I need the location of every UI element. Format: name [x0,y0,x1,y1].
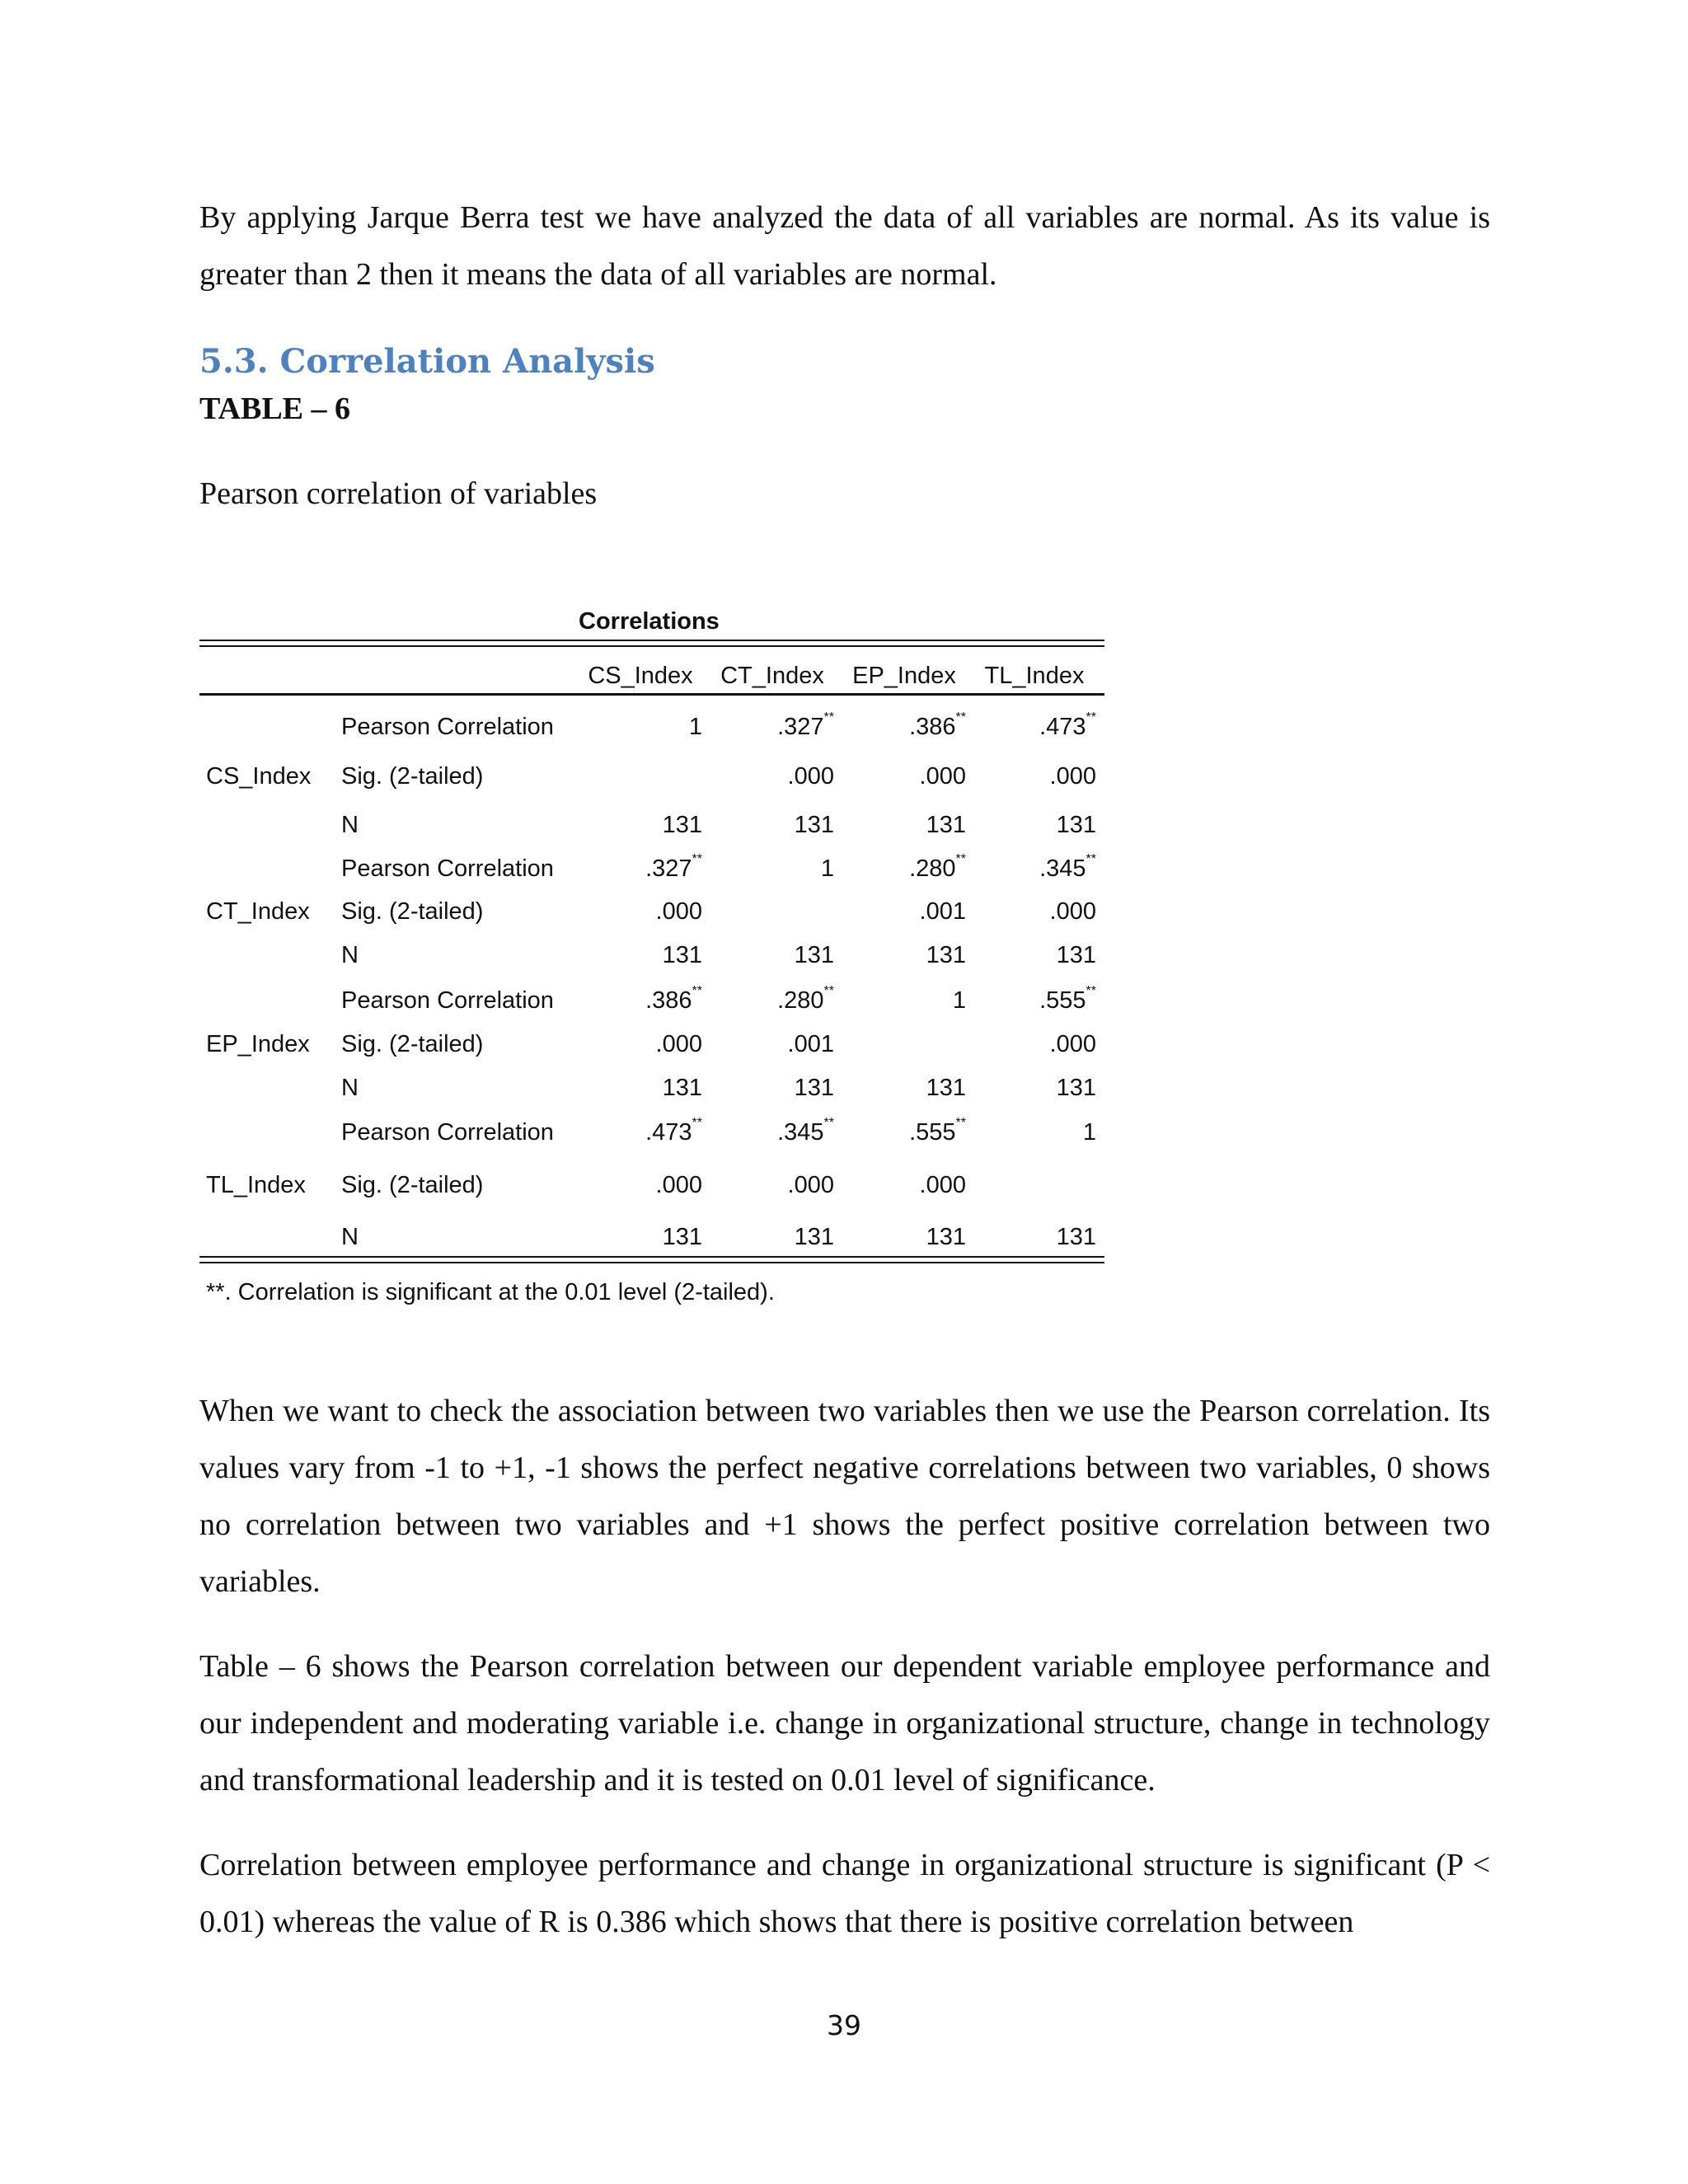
row-statistic-label: Sig. (2-tailed) [341,1031,484,1057]
table-header-rule [199,693,1104,696]
cell-value: .473 [645,1119,692,1146]
cell-value: .345 [777,1119,824,1146]
row-variable-name: TL_Index [206,1172,306,1198]
cell-value: .386 [645,987,692,1014]
table-footnote: **. Correlation is significant at the 0.01 level (2-tailed). [206,1279,775,1305]
cell-value: 131 [662,1224,702,1250]
table-cell [842,1171,966,1199]
table-cell [973,811,1096,839]
cell-value: 131 [794,1075,834,1101]
table-cell [973,762,1096,790]
table-cell [579,713,702,741]
significance-marker: ** [692,984,702,998]
significance-marker: ** [823,710,834,724]
cell-value: 131 [926,812,966,838]
significance-marker: ** [692,1116,702,1130]
table-cell [710,1223,834,1251]
column-header-cs-index: CS_Index [588,663,693,689]
table-cell [710,1118,834,1146]
table-cell [579,1171,702,1199]
section-heading: 5.3. Correlation Analysis [199,342,655,381]
row-variable-name: CT_Index [206,898,310,925]
table-bottom-rule [199,1256,1104,1258]
cell-value: .345 [1039,855,1086,882]
cell-value: .386 [909,714,956,740]
cell-value: .327 [777,714,824,740]
table-cell [973,941,1096,969]
cell-value: 1 [1082,1119,1096,1146]
cell-value: .000 [919,763,966,790]
cell-value: 1 [688,714,702,740]
page-number: 39 [827,2009,861,2041]
table-cell [710,941,834,969]
table-cell [973,710,1096,741]
table-cell [710,1171,834,1199]
table-cell [973,852,1096,883]
row-statistic-label: Sig. (2-tailed) [341,763,484,790]
table-top-rule-second [199,645,1104,647]
cell-value: 131 [794,812,834,838]
table-cell [973,984,1096,1015]
row-variable-name: EP_Index [206,1031,310,1057]
cell-value: .327 [645,855,692,882]
column-header-ep-index: EP_Index [852,663,956,689]
table-cell [579,1074,702,1102]
table-cell [710,1030,834,1058]
table-cell [973,898,1096,926]
cell-value: .280 [909,855,956,882]
table-cell [842,1118,966,1146]
cell-value: 131 [1056,812,1096,838]
cell-value: .001 [919,898,966,925]
table-cell [579,852,702,883]
table-cell [842,1223,966,1251]
cell-value: .280 [777,987,824,1014]
cell-value: 131 [794,942,834,968]
table-cell [710,710,834,741]
column-header-tl-index: TL_Index [984,663,1085,689]
table-bottom-rule-second [199,1262,1104,1263]
table-title: Correlations [579,608,720,635]
cell-value: .000 [655,1031,702,1057]
table-cell [579,1118,702,1146]
table-cell [710,984,834,1015]
cell-value: .000 [1049,1031,1096,1057]
cell-value: .555 [909,1119,956,1146]
column-header-ct-index: CT_Index [720,663,824,689]
cell-value: .555 [1039,987,1086,1014]
significance-marker: ** [955,852,966,866]
significance-marker: ** [955,1116,966,1130]
table-cell [842,941,966,969]
table-cell [579,811,702,839]
row-statistic-label: Pearson Correlation [341,714,554,740]
significance-marker: ** [1085,852,1096,866]
table-cell [842,852,966,883]
row-statistic-label: Sig. (2-tailed) [341,898,484,925]
table-cell [579,1030,702,1058]
table-cell [842,898,966,926]
cell-value: 131 [926,1075,966,1101]
row-variable-name: CS_Index [206,763,312,790]
table-cell [973,1118,1096,1146]
row-statistic-label: Pearson Correlation [341,987,554,1014]
table-cell [973,1074,1096,1102]
table-cell [579,1223,702,1251]
table-label: TABLE – 6 [199,391,351,426]
significance-marker: ** [823,984,834,998]
significance-marker: ** [823,1116,834,1130]
cell-value: 1 [820,855,834,882]
cell-value: 131 [662,812,702,838]
cell-value: 131 [926,942,966,968]
table-cell [842,762,966,790]
cell-value: .000 [1049,898,1096,925]
cell-value: 131 [1056,942,1096,968]
row-statistic-label: Pearson Correlation [341,1119,554,1146]
significance-marker: ** [955,710,966,724]
table-cell [842,811,966,839]
cell-value: .000 [919,1172,966,1198]
row-statistic-label: N [341,942,359,968]
row-statistic-label: N [341,812,359,838]
significance-marker: ** [692,852,702,866]
cell-value: .001 [787,1031,834,1057]
table-cell [579,898,702,926]
table-top-rule [199,640,1104,641]
cell-value: 131 [662,942,702,968]
table-cell [579,984,702,1015]
row-statistic-label: Pearson Correlation [341,855,554,882]
table-cell [842,1074,966,1102]
table-cell [710,811,834,839]
cell-value: 1 [952,987,966,1014]
table-cell [842,987,966,1015]
cell-value: 131 [1056,1075,1096,1101]
cell-value: .000 [1049,763,1096,790]
table-cell [710,855,834,883]
table-cell [973,1030,1096,1058]
table-cell [710,762,834,790]
significance-marker: ** [1085,984,1096,998]
cell-value: 131 [1056,1224,1096,1250]
cell-value: .000 [655,898,702,925]
significance-marker: ** [1085,710,1096,724]
table-cell [973,1223,1096,1251]
pearson-explanation-paragraph: When we want to check the association between two variables then we use the Pearson correlation. Its values vary from -1 to +1, -1 shows the perfect negative correlations between two variables, 0 shows no correlation between two variables and +1 shows the perfect positive correlation between two variables. [199,1394,1490,1599]
cell-value: 131 [926,1224,966,1250]
row-statistic-label: N [341,1075,359,1101]
cell-value: 131 [662,1075,702,1101]
intro-paragraph: By applying Jarque Berra test we have analyzed the data of all variables are normal. As its value is greater than 2 then it means the data of all variables are normal. [199,200,1490,292]
table-cell [710,1074,834,1102]
cell-value: .000 [787,1172,834,1198]
table-cell [579,941,702,969]
cell-value: .000 [787,763,834,790]
row-statistic-label: N [341,1224,359,1250]
cell-value: 131 [794,1224,834,1250]
row-statistic-label: Sig. (2-tailed) [341,1172,484,1198]
correlation-result-paragraph: Correlation between employee performance and change in organizational structure is significant (P < 0.01) whereas the value of R is 0.386 which shows that there is positive correlation between [199,1848,1490,1939]
table-caption: Pearson correlation of variables [199,476,598,511]
table-cell [842,710,966,741]
table-summary-paragraph: Table – 6 shows the Pearson correlation between our dependent variable employee performance and our independent and moderating variable i.e. change in organizational structure, change in technology and transformational leadership and it is tested on 0.01 level of significance. [199,1649,1490,1797]
cell-value: .473 [1039,714,1086,740]
cell-value: .000 [655,1172,702,1198]
